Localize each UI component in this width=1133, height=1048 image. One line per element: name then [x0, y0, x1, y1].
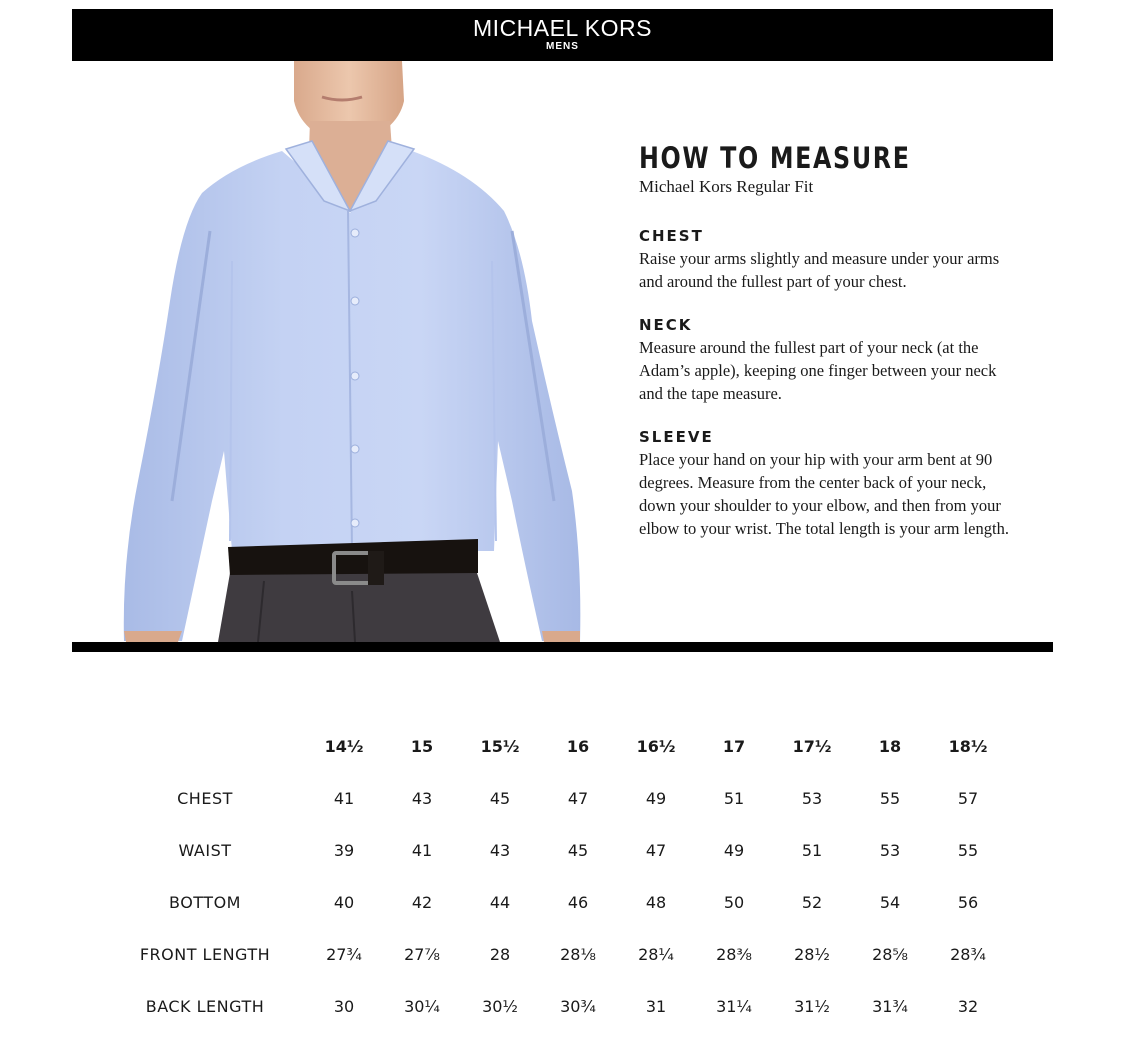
row-label: WAIST	[178, 840, 232, 860]
table-cell: 41	[333, 788, 355, 808]
size-header: 18½	[948, 736, 988, 756]
size-header: 18	[878, 736, 902, 756]
section-divider	[72, 642, 1053, 652]
table-cell: 45	[489, 788, 511, 808]
page-title: HOW TO MEASURE	[639, 141, 911, 175]
table-cell: 42	[411, 892, 433, 912]
table-cell: 52	[801, 892, 823, 912]
row-label: FRONT LENGTH	[139, 944, 271, 964]
table-cell: 31¾	[872, 996, 908, 1016]
table-cell: 46	[567, 892, 589, 912]
table-cell: 28¼	[638, 944, 674, 964]
model-shirt-photo	[72, 61, 612, 642]
table-cell: 30¾	[560, 996, 596, 1016]
corner-cell	[105, 720, 305, 772]
table-cell: 30¼	[404, 996, 440, 1016]
table-cell: 56	[957, 892, 979, 912]
table-cell: 44	[489, 892, 511, 912]
size-header: 16½	[636, 736, 676, 756]
row-label: BACK LENGTH	[145, 996, 265, 1016]
table-cell: 43	[489, 840, 511, 860]
neck-heading: NECK	[639, 316, 693, 334]
table-cell: 41	[411, 840, 433, 860]
table-cell: 28⅜	[716, 944, 752, 964]
size-header: 17	[722, 736, 746, 756]
row-label: CHEST	[177, 788, 233, 808]
table-cell: 31¼	[716, 996, 752, 1016]
brand-header	[72, 9, 1053, 61]
chest-instructions: Raise your arms slightly and measure under your arms and around the fullest part of your chest.	[639, 249, 1000, 291]
table-cell: 47	[645, 840, 667, 860]
table-row	[105, 772, 1007, 824]
table-cell: 28½	[794, 944, 830, 964]
size-header: 17½	[792, 736, 832, 756]
table-cell: 31½	[794, 996, 830, 1016]
table-cell: 43	[411, 788, 433, 808]
table-cell: 28¾	[950, 944, 986, 964]
shirt-button	[351, 445, 359, 453]
table-cell: 51	[801, 840, 823, 860]
table-cell: 55	[879, 788, 901, 808]
table-cell: 40	[333, 892, 355, 912]
table-cell: 28⅛	[560, 944, 596, 964]
shirt-button	[351, 229, 359, 237]
hand-left	[124, 631, 182, 642]
table-cell: 49	[723, 840, 745, 860]
table-cell: 39	[333, 840, 355, 860]
brand-subtitle: MENS	[546, 41, 579, 52]
table-row	[105, 824, 1007, 876]
table-cell: 54	[879, 892, 901, 912]
table-cell: 27⅞	[404, 944, 440, 964]
size-header: 16	[566, 736, 590, 756]
how-to-measure-panel	[639, 140, 1019, 540]
size-header: 15	[410, 736, 434, 756]
table-cell: 28	[489, 944, 511, 964]
size-chart-table	[105, 720, 1007, 1032]
table-cell: 45	[567, 840, 589, 860]
table-cell: 53	[879, 840, 901, 860]
table-cell: 57	[957, 788, 979, 808]
shirt-button	[351, 297, 359, 305]
table-cell: 55	[957, 840, 979, 860]
shirt-button	[351, 372, 359, 380]
size-header-row	[105, 720, 1007, 772]
chest-heading: CHEST	[639, 227, 704, 245]
table-cell: 49	[645, 788, 667, 808]
table-cell: 28⅝	[872, 944, 908, 964]
sleeve-instructions: Place your hand on your hip with your arm bent at 90 degrees. Measure from the center back of your neck, down your shoulder to your elbow, and then from your elbow to your wrist. The total length is your arm length.	[639, 450, 1009, 538]
table-cell: 31	[645, 996, 667, 1016]
table-cell: 30	[333, 996, 355, 1016]
row-label: BOTTOM	[169, 892, 241, 912]
table-row	[105, 928, 1007, 980]
sleeve-heading: SLEEVE	[639, 428, 714, 446]
table-cell: 51	[723, 788, 745, 808]
table-cell: 48	[645, 892, 667, 912]
table-cell: 47	[567, 788, 589, 808]
table-cell: 53	[801, 788, 823, 808]
neck-instructions: Measure around the fullest part of your neck (at the Adam’s apple), keeping one finger between your neck and the tape measure.	[639, 338, 997, 403]
size-header: 15½	[480, 736, 520, 756]
page-subtitle: Michael Kors Regular Fit	[639, 177, 814, 196]
brand-name: MICHAEL KORS	[473, 15, 652, 41]
table-cell: 50	[723, 892, 745, 912]
table-row	[105, 876, 1007, 928]
table-row	[105, 980, 1007, 1032]
size-header: 14½	[324, 736, 364, 756]
hand-right	[542, 631, 580, 642]
table-cell: 32	[957, 996, 979, 1016]
table-cell: 30½	[482, 996, 518, 1016]
table-cell: 27¾	[326, 944, 362, 964]
shirt-button	[351, 519, 359, 527]
